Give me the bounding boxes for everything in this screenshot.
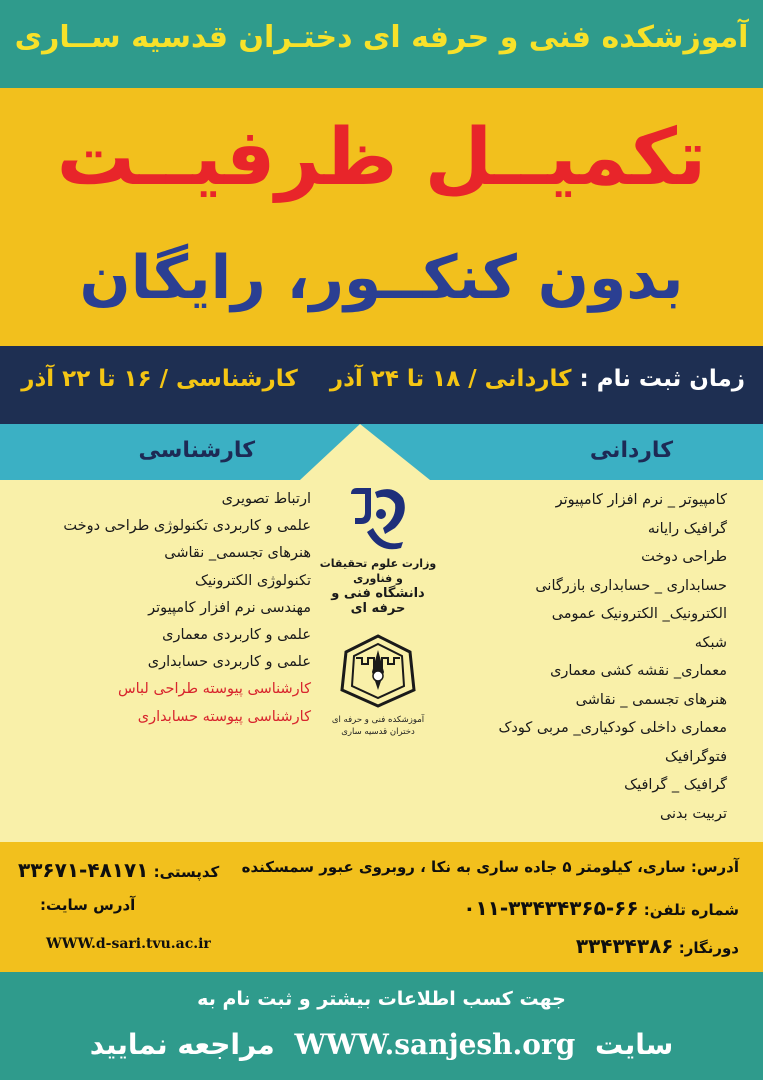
list-item: تربیت بدنی bbox=[659, 805, 727, 822]
tvu-logo-icon bbox=[343, 484, 413, 552]
tab-notch-shape bbox=[300, 424, 430, 480]
bachelor-header bbox=[0, 424, 345, 480]
list-item: شبکه bbox=[694, 634, 727, 651]
list-item: معماری_ نقشه کشی معماری bbox=[550, 663, 727, 679]
postal-code-label: کدپستی: bbox=[153, 863, 220, 881]
fax bbox=[576, 934, 739, 958]
ministry-caption-1: وزارت علوم تحقیقات و فناوری bbox=[319, 557, 437, 585]
list-item: تکنولوژی الکترونیک bbox=[195, 572, 311, 589]
list-item: هنرهای تجسمی _ نقاشی bbox=[575, 691, 727, 708]
list-item: معماری داخلی کودکیاری_ مربی کودک bbox=[498, 720, 727, 736]
phone-label: شماره تلفن: bbox=[643, 901, 739, 919]
more-info-text: جهت کسب اطلاعات بیشتر و ثبت نام به bbox=[197, 988, 566, 1010]
list-item-highlighted: کارشناسی پیوسته حسابداری bbox=[137, 708, 311, 725]
phone-value: ۶۶-۳۳۴۳۴۳۶۵-۰۱۱ bbox=[463, 896, 639, 920]
list-item-highlighted: کارشناسی پیوسته طراحی لباس bbox=[117, 681, 311, 698]
associate-list bbox=[498, 486, 727, 828]
header-band bbox=[0, 0, 763, 88]
bachelor-list bbox=[63, 486, 311, 731]
programs-section bbox=[0, 424, 763, 842]
list-item: حسابداری _ حسابداری بازرگانی bbox=[535, 577, 727, 594]
footer-band bbox=[0, 972, 763, 1080]
registration-associate: کاردانی / ۱۸ تا ۲۴ آذر bbox=[329, 366, 572, 392]
site-suffix: مراجعه نمایید bbox=[89, 1028, 275, 1061]
postal-code bbox=[18, 858, 219, 882]
sanjesh-site-link[interactable]: WWW.sanjesh.org bbox=[294, 1028, 576, 1061]
bachelor-title: کارشناسی bbox=[138, 438, 255, 463]
college-name: آموزشکده فنی و حرفه ای دختـران قدسیه ســاری bbox=[14, 20, 749, 55]
associate-title: کاردانی bbox=[589, 438, 673, 463]
registration-label: زمان ثبت نام : bbox=[579, 366, 745, 392]
list-item: علمی و کاربردی تکنولوژی طراحی دوخت bbox=[63, 518, 311, 535]
headline-band bbox=[0, 88, 763, 346]
list-item: گرافیک رایانه bbox=[647, 520, 727, 537]
list-item: فتوگرافیک bbox=[664, 748, 727, 765]
list-item: مهندسی نرم افزار کامپیوتر bbox=[148, 599, 311, 616]
list-item: الکترونیک_ الکترونیک عمومی bbox=[551, 606, 727, 622]
list-item: علمی و کاربردی معماری bbox=[162, 626, 311, 643]
college-caption-2: دختران قدسیه ساری bbox=[341, 727, 415, 737]
list-item: کامپیوتر _ نرم افزار کامپیوتر bbox=[555, 492, 727, 508]
list-item: گرافیک _ گرافیک bbox=[624, 777, 727, 793]
registration-text bbox=[10, 366, 745, 392]
postal-code-value: ۴۸۱۷۱-۳۳۶۷۱ bbox=[18, 858, 149, 882]
college-site-link[interactable]: WWW.d-sari.tvu.ac.ir bbox=[46, 936, 211, 952]
list-item: طراحی دوخت bbox=[641, 549, 727, 565]
address: آدرس: ساری، کیلومتر ۵ جاده ساری به نکا ، روبروی عبور سمسکنده bbox=[241, 858, 739, 876]
ministry-caption-2: دانشگاه فنی و حرفه ای bbox=[331, 586, 425, 616]
college-emblem-icon bbox=[338, 632, 418, 710]
fax-label: دورنگار: bbox=[678, 939, 739, 957]
contact-band bbox=[0, 842, 763, 972]
headline-main: تکمیــل ظرفیــت bbox=[56, 113, 707, 203]
list-item: علمی و کاربردی حسابداری bbox=[147, 654, 311, 671]
phone bbox=[463, 896, 739, 920]
list-item: ارتباط تصویری bbox=[221, 491, 311, 507]
registration-bachelor: کارشناسی / ۱۶ تا ۲۲ آذر bbox=[21, 366, 298, 392]
site-prefix: سایت bbox=[595, 1028, 674, 1061]
registration-band bbox=[0, 346, 763, 424]
logos bbox=[318, 484, 438, 784]
sanjesh-site-line bbox=[0, 1028, 763, 1061]
fax-value: ۳۳۴۳۴۳۸۶ bbox=[575, 934, 674, 958]
site-label: آدرس سایت: bbox=[40, 896, 136, 914]
headline-sub: بدون کنکــور، رایگان bbox=[79, 243, 684, 313]
list-item: هنرهای تجسمی_ نقاشی bbox=[164, 545, 311, 562]
college-caption-1: آموزشکده فنی و حرفه ای bbox=[331, 715, 425, 725]
